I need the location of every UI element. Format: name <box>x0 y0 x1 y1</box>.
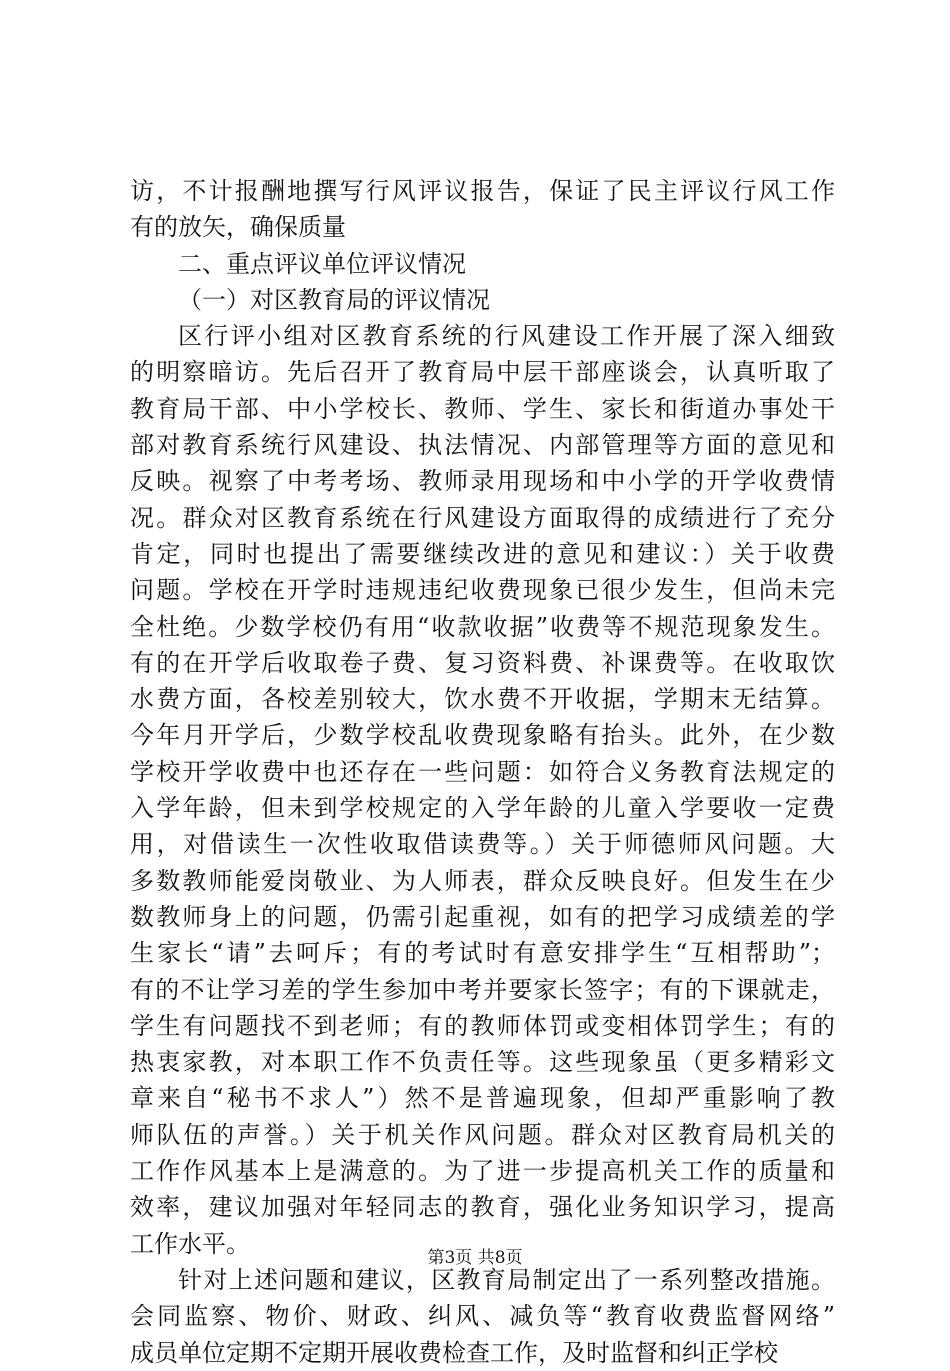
text-line: 学生有问题找不到老师；有的教师体罚或变相体罚学生；有的 <box>130 1011 835 1040</box>
text-line: 有的放矢，确保质量 <box>130 213 346 242</box>
text-line: 问题。学校在开学时违规违纪收费现象已很少发生，但尚未完 <box>130 576 835 605</box>
paragraph <box>130 246 835 282</box>
text-line: 师队伍的声誉。）关于机关作风问题。群众对区教育局机关的 <box>130 1120 835 1149</box>
text-line: 热衷家教，对本职工作不负责任等。这些现象虽（更多精彩文 <box>130 1048 835 1077</box>
text-line: 肯定，同时也提出了需要继续改进的意见和建议：）关于收费 <box>130 539 835 568</box>
text-line: 全杜绝。少数学校仍有用“收款收据”收费等不规范现象发生。 <box>130 612 835 641</box>
text-line: 多数教师能爱岗敬业、为人师表，群众反映良好。但发生在少 <box>130 866 835 895</box>
text-line: 况。群众对区教育系统在行风建设方面取得的成绩进行了充分 <box>130 503 835 532</box>
text-line: 学校开学收费中也还存在一些问题：如符合义务教育法规定的 <box>130 757 835 786</box>
text-line: 入学年龄，但未到学校规定的入学年龄的儿童入学要收一定费 <box>130 794 835 823</box>
text-line: 会同监察、物价、财政、纠风、减负等“教育收费监督网络” <box>130 1302 835 1331</box>
text-line: 教育局干部、中小学校长、教师、学生、家长和街道办事处干 <box>130 394 835 423</box>
text-line: 生家长“请”去呵斥；有的考试时有意安排学生“互相帮助”； <box>130 939 835 968</box>
text-line: （一）对区教育局的评议情况 <box>178 285 490 314</box>
text-line: 访，不计报酬地撰写行风评议报告，保证了民主评议行风工作 <box>130 177 835 205</box>
page-footer <box>0 1243 950 1268</box>
text-line: 反映。视察了中考考场、教师录用现场和中小学的开学收费情 <box>130 467 835 496</box>
text-line: 今年月开学后，少数学校乱收费现象略有抬头。此外，在少数 <box>130 721 835 750</box>
paragraph <box>130 318 835 1262</box>
text-line: 章来自“秘书不求人”）然不是普遍现象，但却严重影响了教 <box>130 1084 835 1113</box>
text-line: 成员单位定期不定期开展收费检查工作，及时监督和纠正学校 <box>130 1338 778 1367</box>
text-line: 二、重点评议单位评议情况 <box>178 249 466 278</box>
paragraph <box>130 173 835 246</box>
paragraph <box>130 282 835 318</box>
text-line: 区行评小组对区教育系统的行风建设工作开展了深入细致 <box>178 322 835 351</box>
text-line: 有的在开学后收取卷子费、复习资料费、补课费等。在收取饮 <box>130 648 835 677</box>
text-line: 的明察暗访。先后召开了教育局中层干部座谈会，认真听取了 <box>130 358 835 387</box>
document-body <box>130 173 835 1371</box>
page-number-label: 第3页 共8页 <box>427 1248 523 1268</box>
text-line: 针对上述问题和建议，区教育局制定出了一系列整改措施。 <box>178 1265 835 1294</box>
text-line: 水费方面，各校差别较大，饮水费不开收据，学期末无结算。 <box>130 685 835 714</box>
text-line: 有的不让学习差的学生参加中考并要家长签字；有的下课就走， <box>130 975 835 1004</box>
text-line: 数教师身上的问题，仍需引起重视，如有的把学习成绩差的学 <box>130 902 835 931</box>
text-line: 用，对借读生一次性收取借读费等。）关于师德师风问题。大 <box>130 830 835 859</box>
paragraph <box>130 1262 835 1371</box>
text-line: 部对教育系统行风建设、执法情况、内部管理等方面的意见和 <box>130 431 835 460</box>
text-line: 工作作风基本上是满意的。为了进一步提高机关工作的质量和 <box>130 1157 835 1186</box>
text-line: 效率，建议加强对年轻同志的教育，强化业务知识学习，提高 <box>130 1193 835 1222</box>
text-line: 工作水平。 <box>130 1229 250 1258</box>
